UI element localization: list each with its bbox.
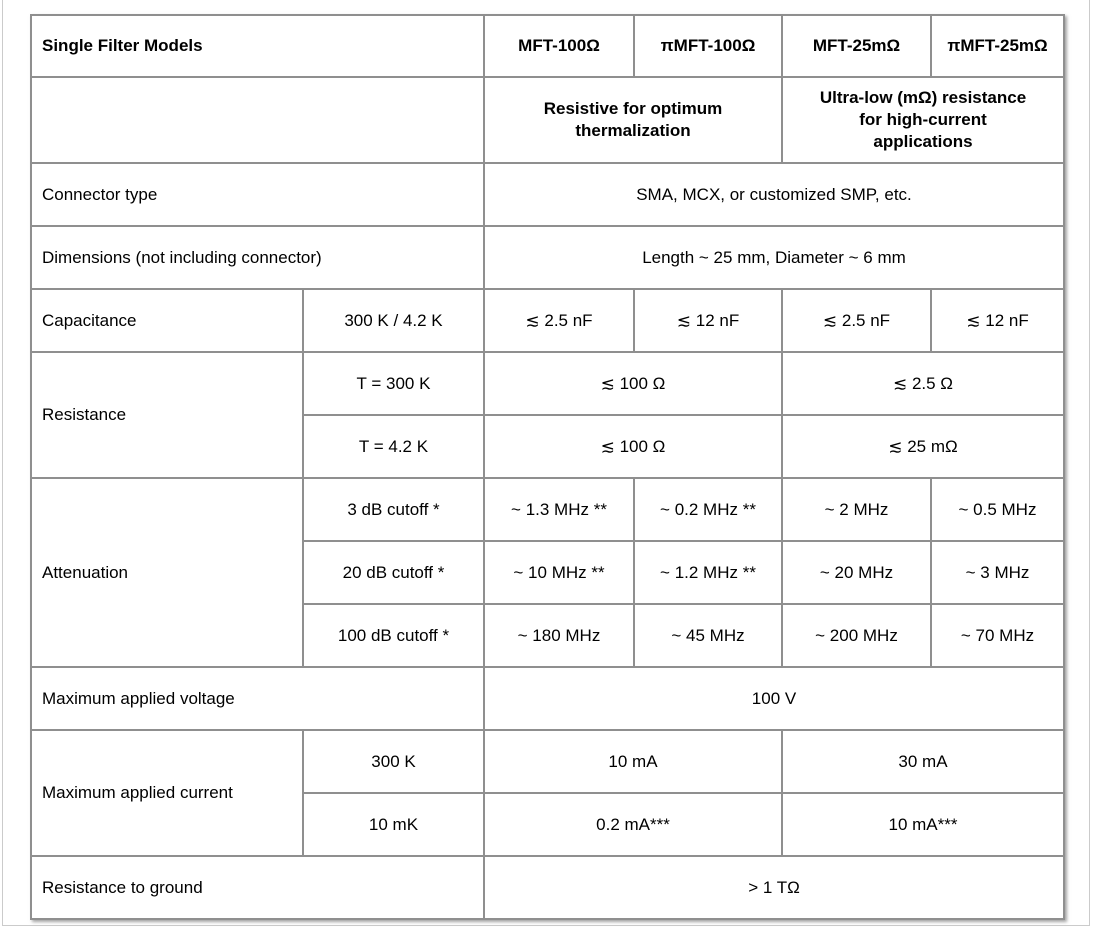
max-current-300k-condition: 300 K (303, 730, 484, 793)
table-title: Single Filter Models (31, 15, 484, 77)
row-capacitance (31, 289, 1064, 352)
attenuation-20db-value-0: ~ 10 MHz ** (484, 541, 634, 604)
dimensions-value: Length ~ 25 mm, Diameter ~ 6 mm (484, 226, 1064, 289)
capacitance-condition: 300 K / 4.2 K (303, 289, 484, 352)
connector-label: Connector type (31, 163, 484, 226)
group-desc-ultra-low (782, 77, 1064, 163)
attenuation-3db-condition: 3 dB cutoff * (303, 478, 484, 541)
row-max-voltage (31, 667, 1064, 730)
group-header-spacer (31, 77, 484, 163)
attenuation-3db-value-0: ~ 1.3 MHz ** (484, 478, 634, 541)
attenuation-3db-value-2: ~ 2 MHz (782, 478, 931, 541)
capacitance-value-pimft-25m: ≲ 12 nF (931, 289, 1064, 352)
group-desc-resistive: Resistive for optimum thermalization (484, 77, 782, 163)
connector-value: SMA, MCX, or customized SMP, etc. (484, 163, 1064, 226)
resistance-300k-condition: T = 300 K (303, 352, 484, 415)
capacitance-value-mft-25m: ≲ 2.5 nF (782, 289, 931, 352)
attenuation-label: Attenuation (31, 478, 303, 667)
max-voltage-value: 100 V (484, 667, 1064, 730)
capacitance-value-pimft-100: ≲ 12 nF (634, 289, 782, 352)
resistance-label: Resistance (31, 352, 303, 478)
resistance-4k2-value-25mohm: ≲ 25 mΩ (782, 415, 1064, 478)
spec-table (30, 14, 1065, 920)
capacitance-value-mft-100: ≲ 2.5 nF (484, 289, 634, 352)
attenuation-3db-value-3: ~ 0.5 MHz (931, 478, 1064, 541)
dimensions-label: Dimensions (not including connector) (31, 226, 484, 289)
col-header-pimft-25m: πMFT-25mΩ (931, 15, 1064, 77)
ground-label: Resistance to ground (31, 856, 484, 919)
attenuation-100db-value-0: ~ 180 MHz (484, 604, 634, 667)
attenuation-20db-condition: 20 dB cutoff * (303, 541, 484, 604)
resistance-4k2-value-100ohm: ≲ 100 Ω (484, 415, 782, 478)
attenuation-100db-value-3: ~ 70 MHz (931, 604, 1064, 667)
row-connector-type (31, 163, 1064, 226)
attenuation-100db-value-2: ~ 200 MHz (782, 604, 931, 667)
group-desc-ultra-low-text: Ultra-low (mΩ) resistance for high-current applications (819, 88, 1027, 151)
attenuation-20db-value-2: ~ 20 MHz (782, 541, 931, 604)
row-group-descriptions (31, 77, 1064, 163)
attenuation-100db-condition: 100 dB cutoff * (303, 604, 484, 667)
row-attenuation-3db (31, 478, 1064, 541)
row-max-current-300k (31, 730, 1064, 793)
resistance-300k-value-100ohm: ≲ 100 Ω (484, 352, 782, 415)
attenuation-20db-value-1: ~ 1.2 MHz ** (634, 541, 782, 604)
max-current-label: Maximum applied current (31, 730, 303, 856)
col-header-pimft-100: πMFT-100Ω (634, 15, 782, 77)
max-current-300k-value-100ohm: 10 mA (484, 730, 782, 793)
resistance-300k-value-25mohm: ≲ 2.5 Ω (782, 352, 1064, 415)
max-current-300k-value-25mohm: 30 mA (782, 730, 1064, 793)
attenuation-20db-value-3: ~ 3 MHz (931, 541, 1064, 604)
row-resistance-300k (31, 352, 1064, 415)
row-resistance-to-ground (31, 856, 1064, 919)
resistance-4k2-condition: T = 4.2 K (303, 415, 484, 478)
max-current-10mk-condition: 10 mK (303, 793, 484, 856)
max-current-10mk-value-100ohm: 0.2 mA*** (484, 793, 782, 856)
row-dimensions (31, 226, 1064, 289)
col-header-mft-25m: MFT-25mΩ (782, 15, 931, 77)
capacitance-label: Capacitance (31, 289, 303, 352)
row-models (31, 15, 1064, 77)
attenuation-3db-value-1: ~ 0.2 MHz ** (634, 478, 782, 541)
max-voltage-label: Maximum applied voltage (31, 667, 484, 730)
attenuation-100db-value-1: ~ 45 MHz (634, 604, 782, 667)
ground-value: > 1 TΩ (484, 856, 1064, 919)
max-current-10mk-value-25mohm: 10 mA*** (782, 793, 1064, 856)
col-header-mft-100: MFT-100Ω (484, 15, 634, 77)
